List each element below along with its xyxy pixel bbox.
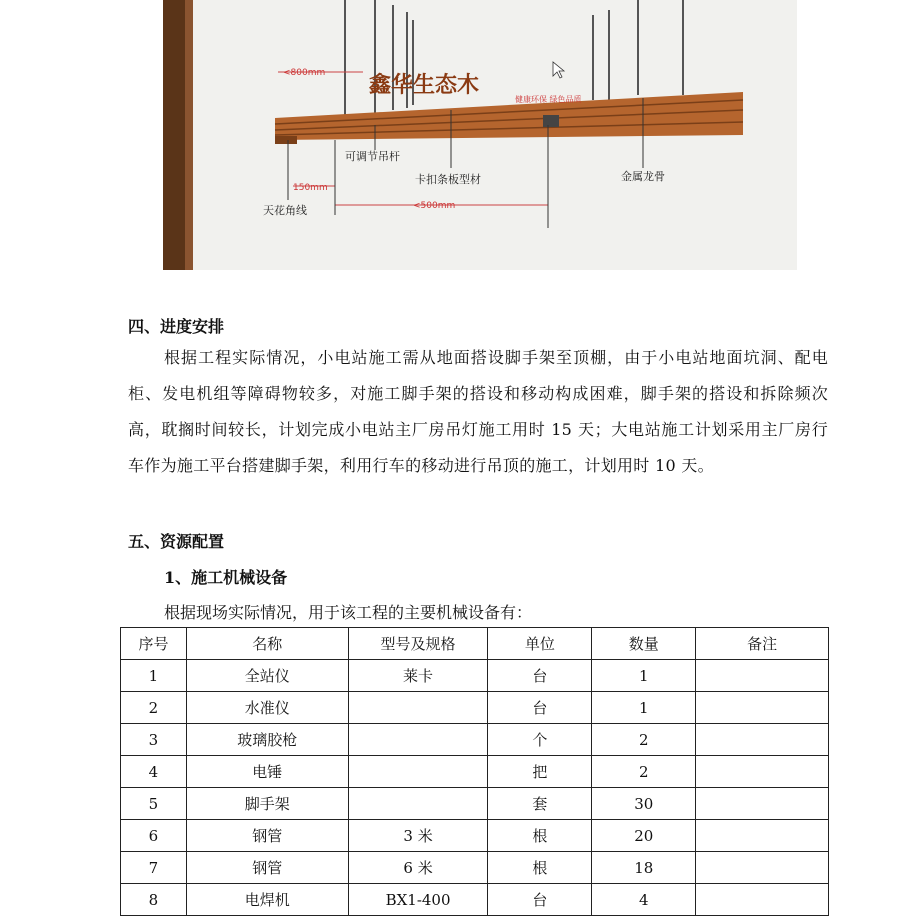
cell-remark	[696, 756, 829, 788]
cell-quantity: 4	[592, 884, 696, 916]
cell-quantity: 2	[592, 756, 696, 788]
cell-index: 4	[121, 756, 187, 788]
cell-remark	[696, 724, 829, 756]
label-height: <800mm	[283, 68, 326, 78]
cell-quantity: 2	[592, 724, 696, 756]
cell-name: 电锤	[186, 756, 348, 788]
cell-name: 玻璃胶枪	[186, 724, 348, 756]
cell-quantity: 1	[592, 692, 696, 724]
header-unit: 单位	[488, 628, 592, 660]
label-spacing: <500mm	[413, 201, 456, 211]
brand-slogan: 健康环保 绿色品质	[515, 95, 582, 104]
cell-unit: 套	[488, 788, 592, 820]
label-rod: 可调节吊杆	[345, 150, 400, 163]
header-quantity: 数量	[592, 628, 696, 660]
cell-quantity: 20	[592, 820, 696, 852]
cell-remark	[696, 820, 829, 852]
cell-model	[348, 756, 488, 788]
cell-remark	[696, 692, 829, 724]
header-remark: 备注	[696, 628, 829, 660]
cell-index: 1	[121, 660, 187, 692]
cell-unit: 根	[488, 852, 592, 884]
section4-paragraph: 根据工程实际情况，小电站施工需从地面搭设脚手架至顶棚，由于小电站地面坑洞、配电柜、发电机组等障碍物较多，对施工脚手架的搭设和移动构成困难，脚手架的搭设和拆除频次高，耽搁时间较长，计划完成小电站主厂房吊灯施工用时 15 天；大电站施工计划采用主厂房行车作为施工平台搭建脚手架，利用行车的移动进行吊顶的施工，计划用时 10 天。	[128, 348, 828, 475]
ceiling-installation-photo	[163, 0, 797, 270]
table-row	[121, 660, 829, 692]
section4-heading: 四、进度安排	[128, 317, 225, 336]
cell-unit: 台	[488, 884, 592, 916]
cell-quantity: 30	[592, 788, 696, 820]
label-edge: 天花角线	[263, 204, 307, 217]
cell-unit: 台	[488, 660, 592, 692]
cell-model	[348, 788, 488, 820]
cell-index: 6	[121, 820, 187, 852]
label-edge-gap: 150mm	[293, 183, 328, 193]
cell-name: 水准仪	[186, 692, 348, 724]
cell-model	[348, 724, 488, 756]
table-row	[121, 820, 829, 852]
table-row	[121, 692, 829, 724]
cell-index: 2	[121, 692, 187, 724]
cell-name: 脚手架	[186, 788, 348, 820]
cell-index: 3	[121, 724, 187, 756]
cell-remark	[696, 884, 829, 916]
cell-name: 电焊机	[186, 884, 348, 916]
section5-intro: 根据现场实际情况，用于该工程的主要机械设备有：	[164, 603, 533, 622]
cell-quantity: 1	[592, 660, 696, 692]
cell-model: 6 米	[348, 852, 488, 884]
header-model: 型号及规格	[348, 628, 488, 660]
table-row	[121, 724, 829, 756]
cell-unit: 个	[488, 724, 592, 756]
cell-model: 3 米	[348, 820, 488, 852]
label-profile: 卡扣条板型材	[415, 173, 481, 186]
cell-unit: 台	[488, 692, 592, 724]
table-row	[121, 852, 829, 884]
cell-model: 莱卡	[348, 660, 488, 692]
label-keel: 金属龙骨	[621, 170, 665, 183]
cell-index: 5	[121, 788, 187, 820]
equipment-table	[120, 627, 829, 916]
cell-model	[348, 692, 488, 724]
cell-name: 钢管	[186, 820, 348, 852]
cell-name: 钢管	[186, 852, 348, 884]
table-header-row	[121, 628, 829, 660]
section5-subheading: 1、施工机械设备	[164, 568, 288, 587]
ceiling-diagram	[163, 0, 797, 270]
cell-remark	[696, 852, 829, 884]
cell-remark	[696, 788, 829, 820]
cell-quantity: 18	[592, 852, 696, 884]
cell-unit: 根	[488, 820, 592, 852]
table-row	[121, 788, 829, 820]
table-row	[121, 884, 829, 916]
cell-model: BX1-400	[348, 884, 488, 916]
header-name: 名称	[186, 628, 348, 660]
brand-logo-text: 鑫华生态木	[369, 73, 480, 98]
cell-unit: 把	[488, 756, 592, 788]
cell-remark	[696, 660, 829, 692]
section5-heading: 五、资源配置	[128, 532, 225, 551]
cell-index: 8	[121, 884, 187, 916]
table-row	[121, 756, 829, 788]
header-index: 序号	[121, 628, 187, 660]
cell-index: 7	[121, 852, 187, 884]
cell-name: 全站仪	[186, 660, 348, 692]
